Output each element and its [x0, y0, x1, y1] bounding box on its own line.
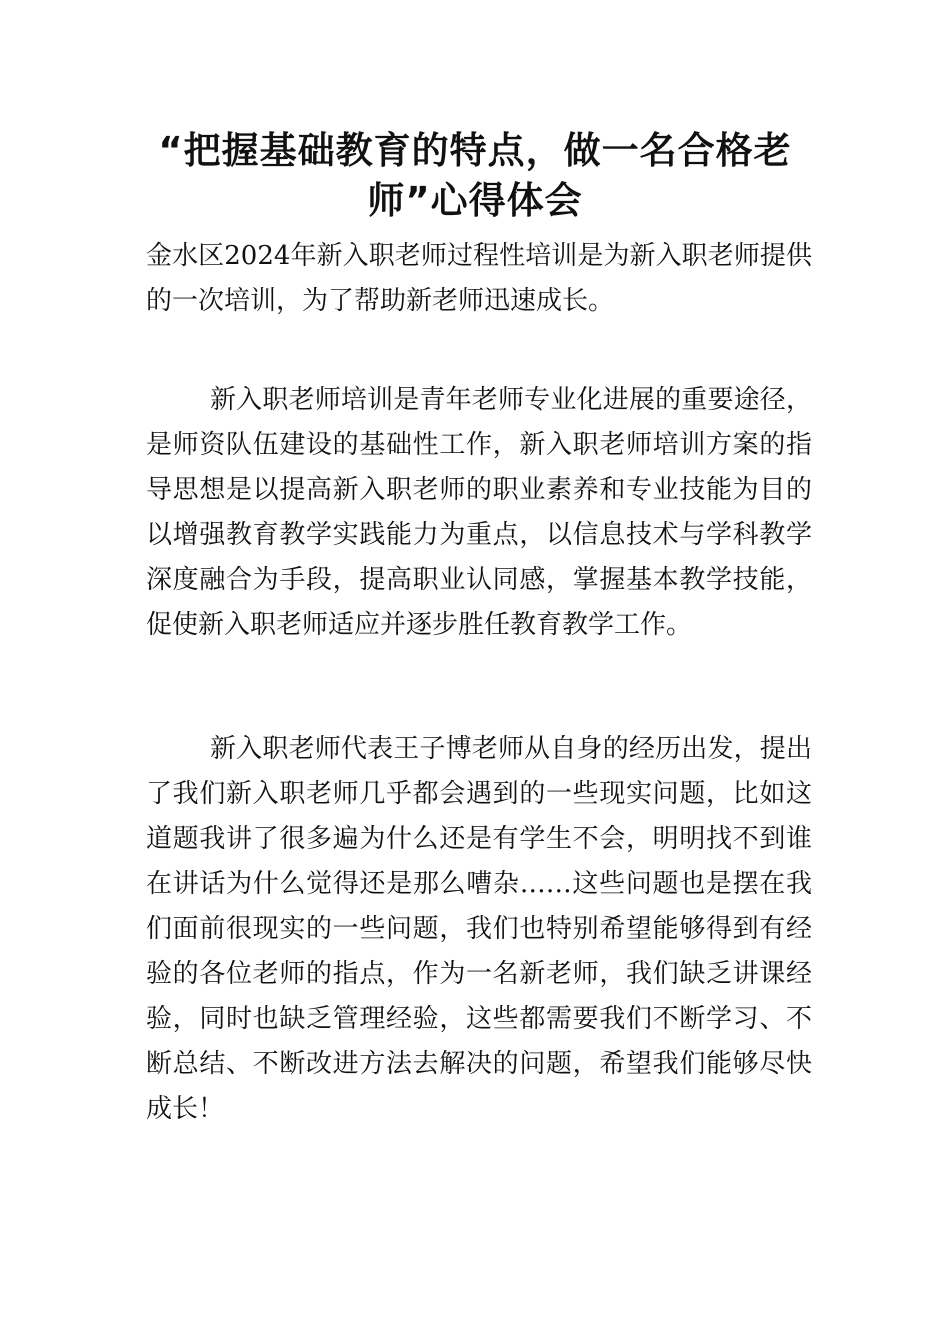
paragraph-intro: 金水区2024年新入职老师过程性培训是为新入职老师提供的一次培训，为了帮助新老师迅速成长。 — [146, 241, 812, 316]
document-title: “把握基础教育的特点，做一名合格老师”心得体会 — [158, 129, 792, 222]
paragraph-training-purpose: 新入职老师培训是青年老师专业化进展的重要途径，是师资队伍建设的基础性工作，新入职老师培训方案的指导思想是以提高新入职老师的职业素养和专业技能为目的以增强教育教学实践能力为重点，以信息技术与学科教学深度融合为手段，提高职业认同感，掌握基本教学技能，促使新入职老师适应并逐步胜任教育教学工作。 — [146, 385, 812, 640]
paragraph-representative-speech: 新入职老师代表王子博老师从自身的经历出发，提出了我们新入职老师几乎都会遇到的一些现实问题，比如这道题我讲了很多遍为什么还是有学生不会，明明找不到谁在讲话为什么觉得还是那么嘈杂……这些问题也是摆在我们面前很现实的一些问题，我们也特别希望能够得到有经验的各位老师的指点，作为一名新老师，我们缺乏讲课经验，同时也缺乏管理经验，这些都需要我们不断学习、不断总结、不断改进方法去解决的问题，希望我们能够尽快成长！ — [146, 734, 812, 1124]
